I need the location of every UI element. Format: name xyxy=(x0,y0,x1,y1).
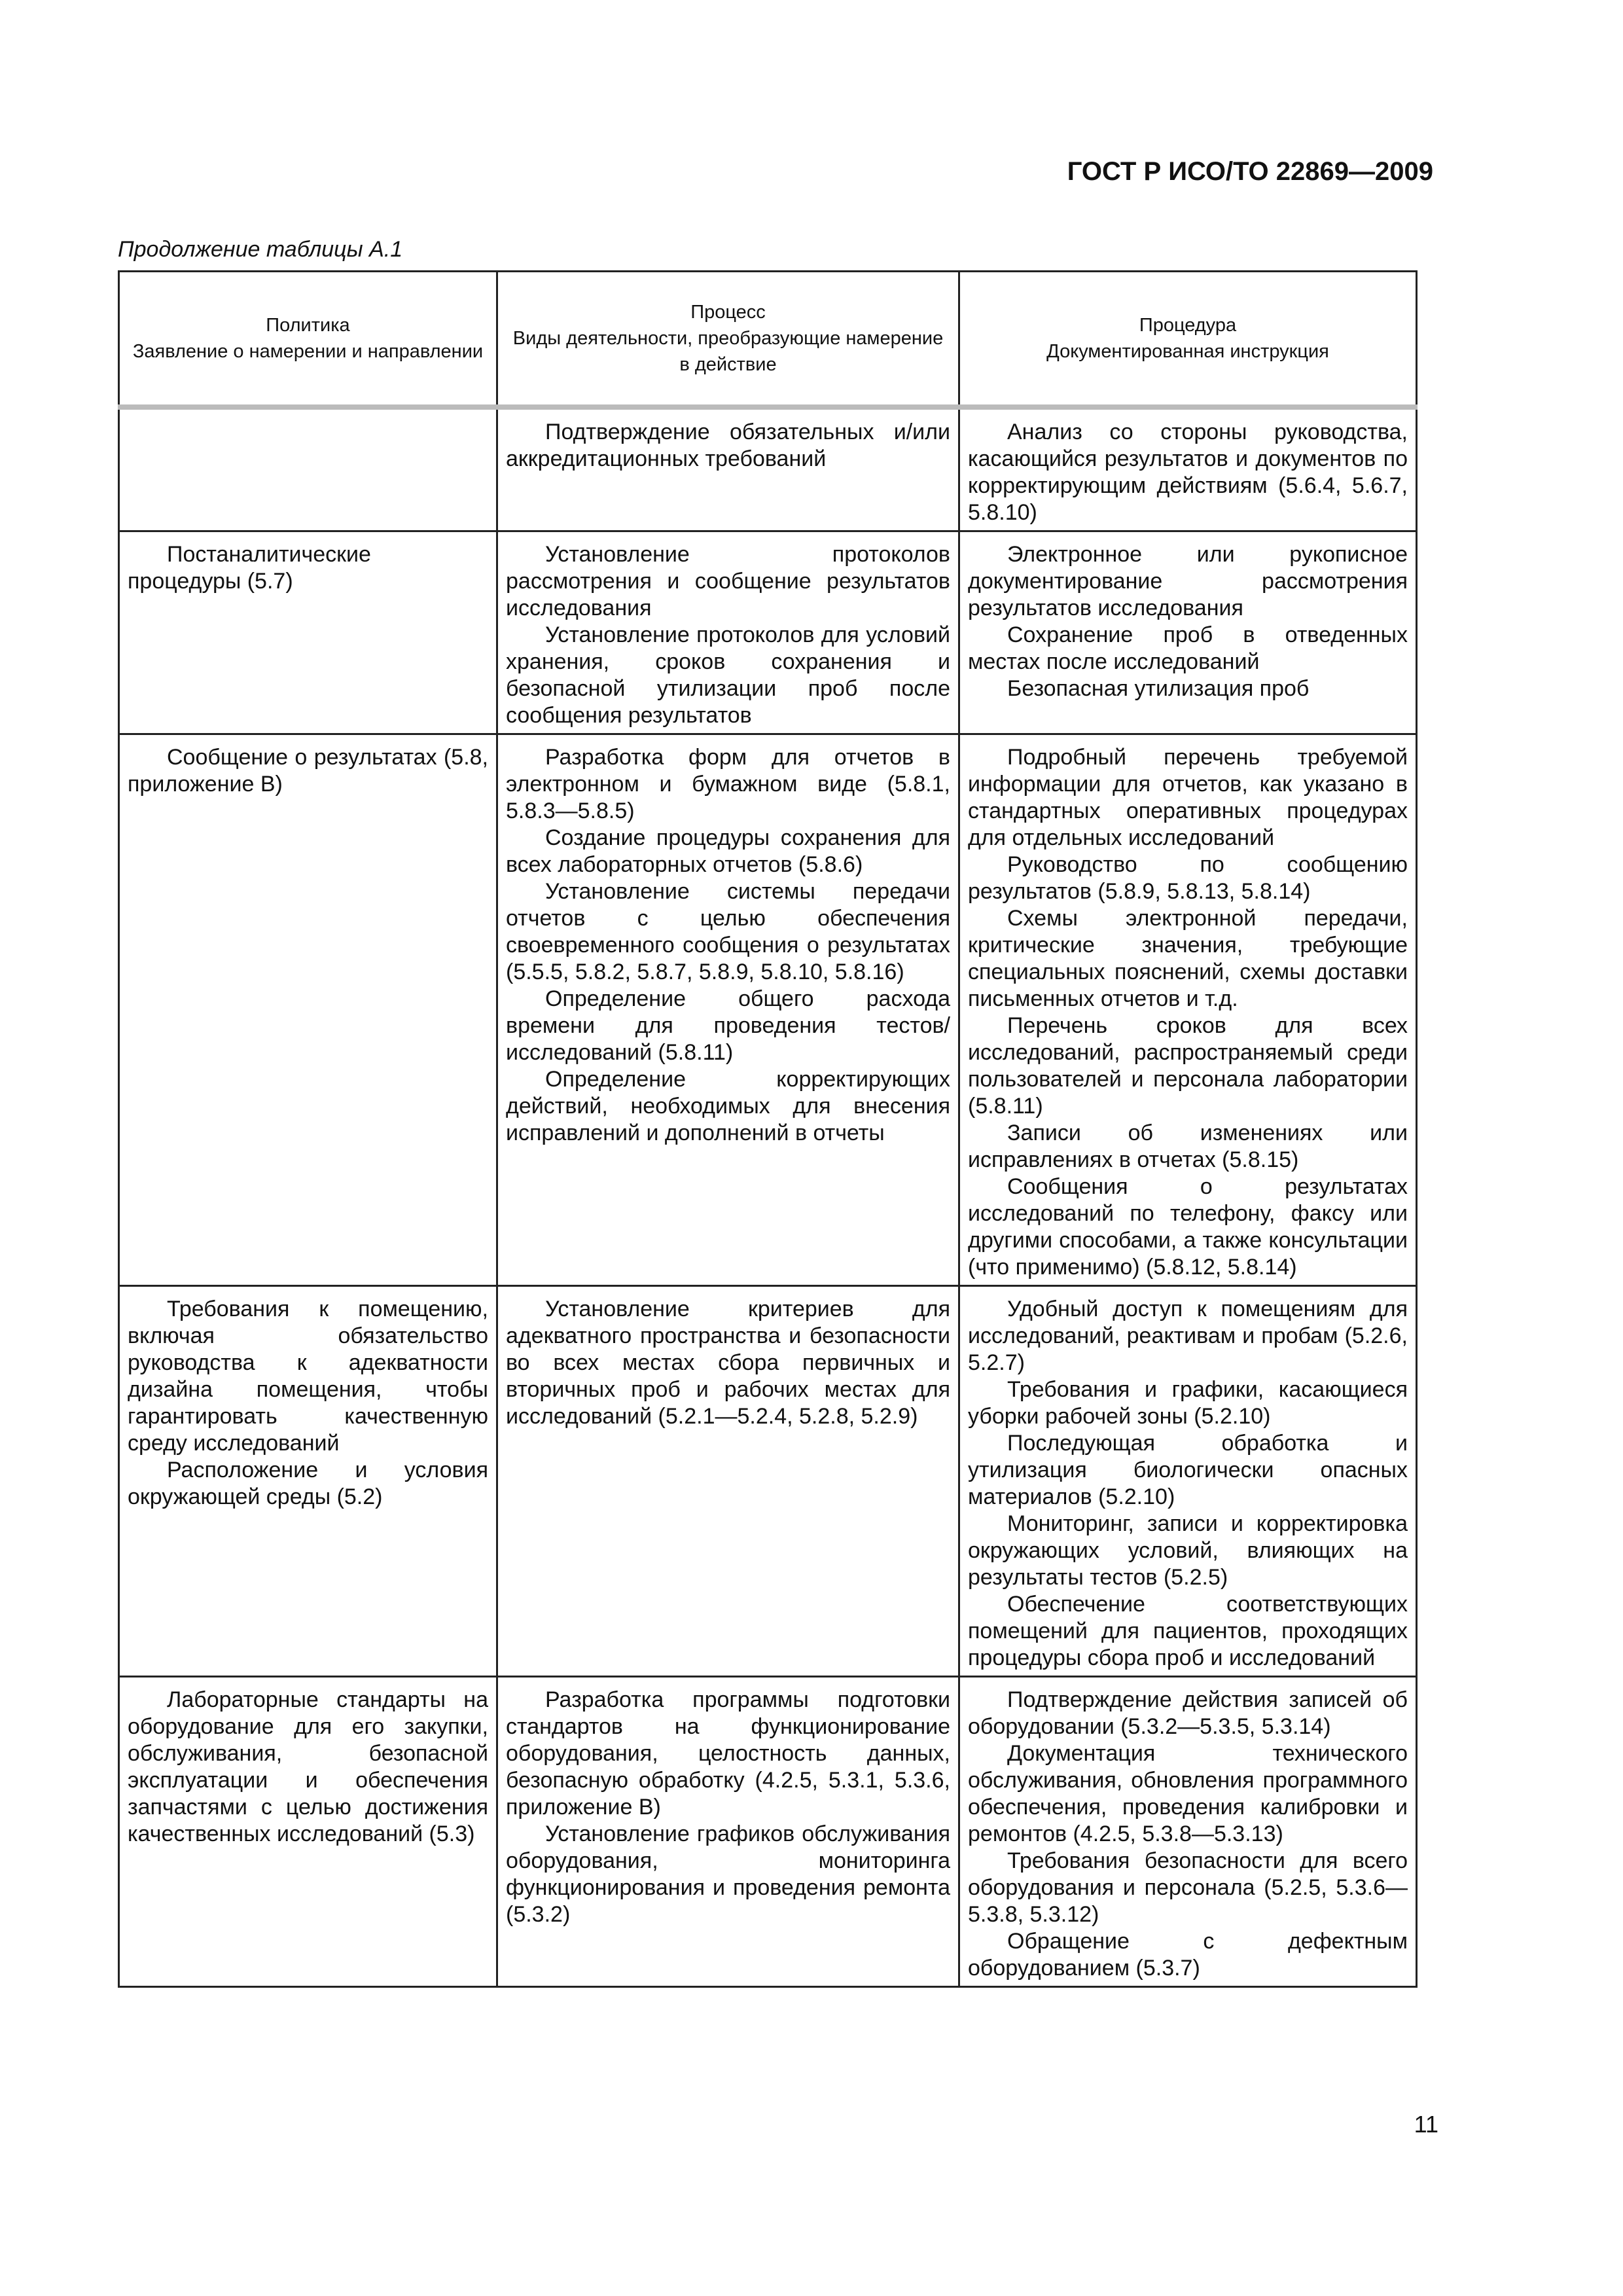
cell-paragraph: Установление графиков обслуживания оборудования, мониторинга функционирования и проведения ремонта (5.3.2) xyxy=(506,1821,950,1927)
column-header-policy xyxy=(119,272,497,408)
cell-paragraph: Подтверждение действия записей об оборудовании (5.3.2—5.3.5, 5.3.14) xyxy=(968,1687,1408,1739)
cell-procedure xyxy=(959,531,1417,734)
cell-paragraph: Безопасная утилизация проб xyxy=(1007,676,1310,701)
cell-paragraph: Установление протоколов для условий хранения, сроков сохранения и безопасной утилизации проб после сообщения результатов xyxy=(506,622,950,728)
cell-paragraph: Постаналитические процедуры (5.7) xyxy=(128,542,371,594)
cell-paragraph: Сообщения о результатах исследований по телефону, факсу или другими способами, а также консультации (что применимо) (5.8.12, 5.8.14) xyxy=(968,1174,1408,1280)
cell-procedure xyxy=(959,1677,1417,1987)
cell-paragraph: Установление системы передачи отчетов с целью обеспечения своевременного сообщения о результатах (5.5.5, 5.8.2, 5.8.7, 5.8.9, 5.8.10, 5.8.16) xyxy=(506,879,950,984)
table-row xyxy=(119,407,1417,531)
cell-paragraph: Расположение и условия окружающей среды (5.2) xyxy=(128,1458,488,1509)
column-subtitle: Виды деятельности, преобразующие намерение в действие xyxy=(512,328,944,375)
cell-paragraph: Анализ со стороны руководства, касающийся результатов и документов по корректирующим действиям (5.6.4, 5.6.7, 5.8.10) xyxy=(968,420,1408,525)
table-body xyxy=(119,407,1417,1987)
cell-paragraph: Определение корректирующих действий, необходимых для внесения исправлений и дополнений в отчеты xyxy=(506,1067,950,1145)
cell-paragraph: Документация технического обслуживания, обновления программного обеспечения, проведения калибровки и ремонтов (4.2.5, 5.3.8—5.3.13) xyxy=(968,1741,1408,1846)
cell-procedure xyxy=(959,734,1417,1286)
column-subtitle: Заявление о намерении и направлении xyxy=(132,341,484,362)
column-header-procedure xyxy=(959,272,1417,408)
cell-procedure xyxy=(959,1286,1417,1677)
table-header xyxy=(119,272,1417,408)
cell-paragraph: Электронное или рукописное документирование рассмотрения результатов исследования xyxy=(968,542,1408,620)
column-header-process xyxy=(497,272,959,408)
page-number: 11 xyxy=(1414,2111,1438,2138)
cell-paragraph: Обращение с дефектным оборудованием (5.3.7) xyxy=(968,1929,1408,1981)
cell-paragraph: Обеспечение соответствующих помещений для пациентов, проходящих процедуры сбора проб и исследований xyxy=(968,1592,1408,1670)
cell-process xyxy=(497,531,959,734)
cell-paragraph: Записи об изменениях или исправлениях в отчетах (5.8.15) xyxy=(968,1121,1408,1172)
cell-policy xyxy=(119,734,497,1286)
column-title: Процесс xyxy=(690,302,766,323)
cell-policy xyxy=(119,531,497,734)
cell-paragraph: Сохранение проб в отведенных местах после исследований xyxy=(968,622,1408,674)
table-row xyxy=(119,531,1417,734)
column-title: Процедура xyxy=(1139,315,1237,336)
cell-paragraph: Перечень сроков для всех исследований, распространяемый среди пользователей и персонала лаборатории (5.8.11) xyxy=(968,1013,1408,1119)
cell-paragraph: Требования и графики, касающиеся уборки рабочей зоны (5.2.10) xyxy=(968,1377,1408,1429)
cell-paragraph: Разработка программы подготовки стандартов на функционирование оборудования, целостность данных, безопасную обработку (4.2.5, 5.3.1, 5.3.6, приложение В) xyxy=(506,1687,950,1820)
document-code: ГОСТ Р ИСО/ТО 22869—2009 xyxy=(1067,157,1433,186)
cell-paragraph: Удобный доступ к помещениям для исследований, реактивам и пробам (5.2.6, 5.2.7) xyxy=(968,1297,1408,1375)
cell-policy xyxy=(119,407,497,531)
cell-procedure xyxy=(959,407,1417,531)
cell-paragraph: Установление критериев для адекватного пространства и безопасности во всех местах сбора первичных и вторичных проб и рабочих местах для исследований (5.2.1—5.2.4, 5.2.8, 5.2.9) xyxy=(506,1297,950,1429)
cell-paragraph: Требования к помещению, включая обязательство руководства к адекватности дизайна помещения, чтобы гарантировать качественную среду исследований xyxy=(128,1297,488,1456)
cell-process xyxy=(497,1677,959,1987)
cell-paragraph: Определение общего расхода времени для проведения тестов/исследований (5.8.11) xyxy=(506,986,950,1065)
cell-policy xyxy=(119,1677,497,1987)
cell-paragraph: Мониторинг, записи и корректировка окружающих условий, влияющих на результаты тестов (5.2.5) xyxy=(968,1511,1408,1590)
table-row xyxy=(119,1677,1417,1987)
cell-paragraph: Сообщение о результатах (5.8, приложение В) xyxy=(128,745,488,797)
cell-paragraph: Схемы электронной передачи, критические значения, требующие специальных пояснений, схемы доставки письменных отчетов и т.д. xyxy=(968,906,1408,1011)
cell-paragraph: Установление протоколов рассмотрения и сообщение результатов исследования xyxy=(506,542,950,620)
cell-process xyxy=(497,1286,959,1677)
cell-paragraph: Лабораторные стандарты на оборудование для его закупки, обслуживания, безопасной эксплуатации и обеспечения запчастями с целью достижения качественных исследований (5.3) xyxy=(128,1687,488,1846)
cell-paragraph: Последующая обработка и утилизация биологически опасных материалов (5.2.10) xyxy=(968,1431,1408,1509)
table-row xyxy=(119,734,1417,1286)
cell-paragraph: Руководство по сообщению результатов (5.8.9, 5.8.13, 5.8.14) xyxy=(968,852,1408,904)
cell-paragraph: Подтверждение обязательных и/или аккредитационных требований xyxy=(506,420,950,471)
requirements-table xyxy=(118,270,1418,1988)
cell-process xyxy=(497,734,959,1286)
column-title: Политика xyxy=(266,315,350,336)
cell-paragraph: Подробный перечень требуемой информации для отчетов, как указано в стандартных оперативных процедурах для отдельных исследований xyxy=(968,745,1408,850)
cell-paragraph: Создание процедуры сохранения для всех лабораторных отчетов (5.8.6) xyxy=(506,825,950,877)
column-subtitle: Документированная инструкция xyxy=(1046,341,1329,362)
cell-paragraph: Разработка форм для отчетов в электронном и бумажном виде (5.8.1, 5.8.3—5.8.5) xyxy=(506,745,950,823)
cell-process xyxy=(497,407,959,531)
table-row xyxy=(119,1286,1417,1677)
cell-paragraph: Требования безопасности для всего оборудования и персонала (5.2.5, 5.3.6—5.3.8, 5.3.12) xyxy=(968,1848,1408,1927)
cell-policy xyxy=(119,1286,497,1677)
table-caption: Продолжение таблицы А.1 xyxy=(118,237,403,262)
